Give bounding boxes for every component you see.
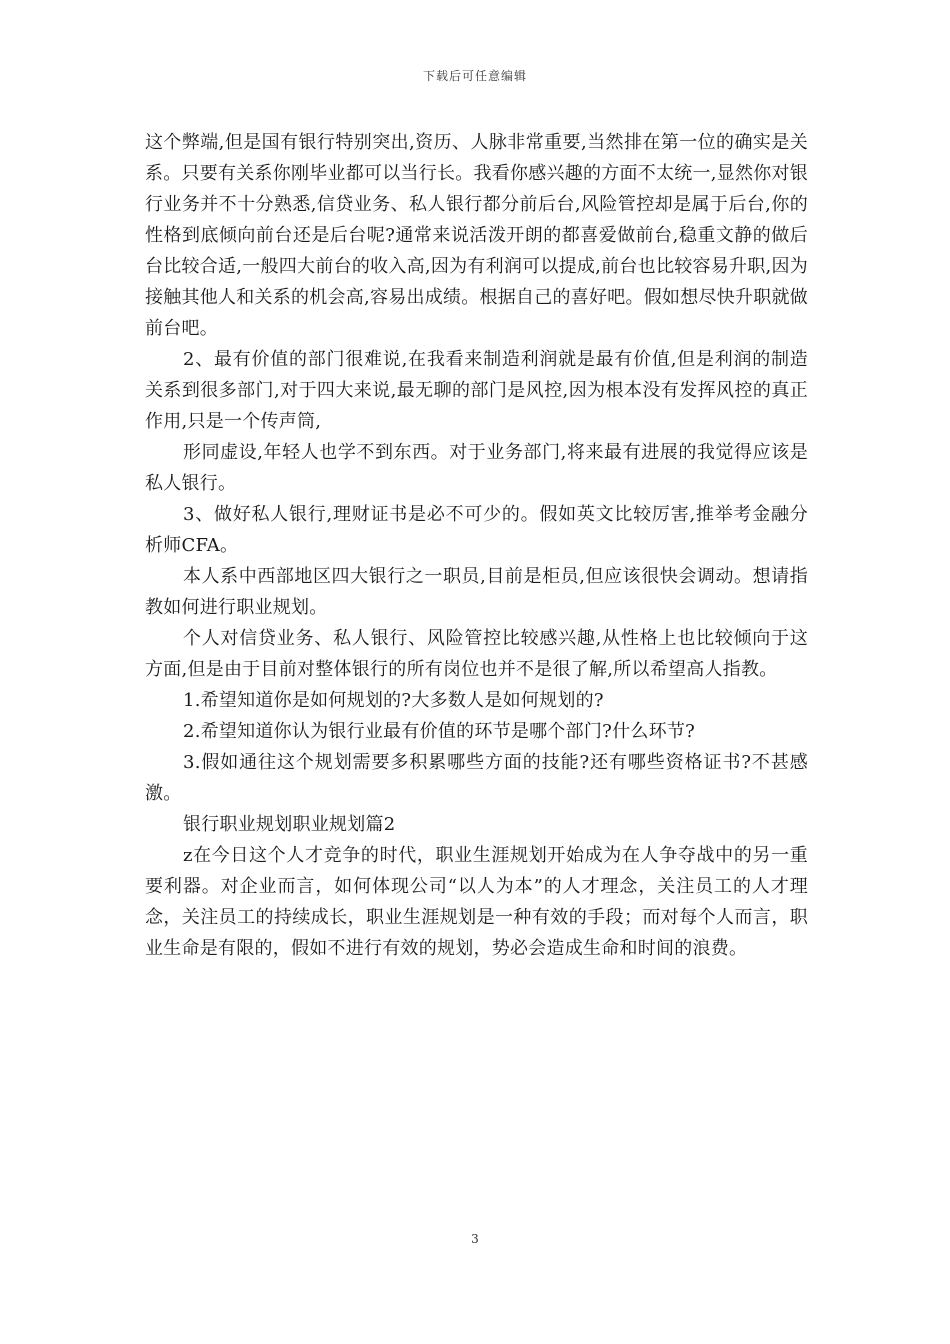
paragraph-3: 形同虚设,年轻人也学不到东西。对于业务部门,将来最有进展的我觉得应该是私人银行。 [145,442,808,494]
paragraph-7: z在今日这个人才竞争的时代，职业生涯规划开始成为在人争夺战中的另一重要利器。对企业而言，如何体现公司“以人为本”的人才理念，关注员工的人才理念，关注员工的持续成长，职业生涯规划是一种有效的手段；而对每个人而言，职业生命是有限的，假如不进行有效的规划，势必会造成生命和时间的浪费。 [145,845,808,959]
paragraph-5: 本人系中西部地区四大银行之一职员,目前是柜员,但应该很快会调动。想请指教如何进行职业规划。 [145,566,808,618]
page-header: 下载后可任意编辑 [422,69,527,83]
question-1: 1.希望知道你是如何规划的?大多数人是如何规划的? [183,690,604,711]
paragraph-2: 2、最有价值的部门很难说,在我看来制造利润就是最有价值,但是利润的制造关系到很多部门,对于四大来说,最无聊的部门是风控,因为根本没有发挥风控的真正作用,只是一个传声筒, [145,349,808,432]
section-title: 银行职业规划职业规划篇2 [183,814,396,835]
question-3: 3.假如通往这个规划需要多积累哪些方面的技能?还有哪些资格证书?不甚感激。 [145,752,808,804]
page-number: 3 [471,1232,479,1246]
paragraph-4: 3、做好私人银行,理财证书是必不可少的。假如英文比较厉害,推举考金融分析师CFA。 [145,504,808,556]
paragraph-1: 这个弊端,但是国有银行特别突出,资历、人脉非常重要,当然排在第一位的确实是关系。只要有关系你刚毕业都可以当行长。我看你感兴趣的方面不太统一,显然你对银行业务并不十分熟悉,信贷业务、私人银行都分前后台,风险管控却是属于后台,你的性格到底倾向前台还是后台呢?通常来说活泼开朗的都喜爱做前台,稳重文静的做后台比较合适,一般四大前台的收入高,因为有利润可以提成,前台也比较容易升职,因为接触其他人和关系的机会高,容易出成绩。根据自己的喜好吧。假如想尽快升职就做前台吧。 [145,132,808,339]
document-body [145,127,808,964]
paragraph-6: 个人对信贷业务、私人银行、风险管控比较感兴趣,从性格上也比较倾向于这方面,但是由于目前对整体银行的所有岗位也并不是很了解,所以希望高人指教。 [145,628,808,680]
question-2: 2.希望知道你认为银行业最有价值的环节是哪个部门?什么环节? [183,721,695,742]
